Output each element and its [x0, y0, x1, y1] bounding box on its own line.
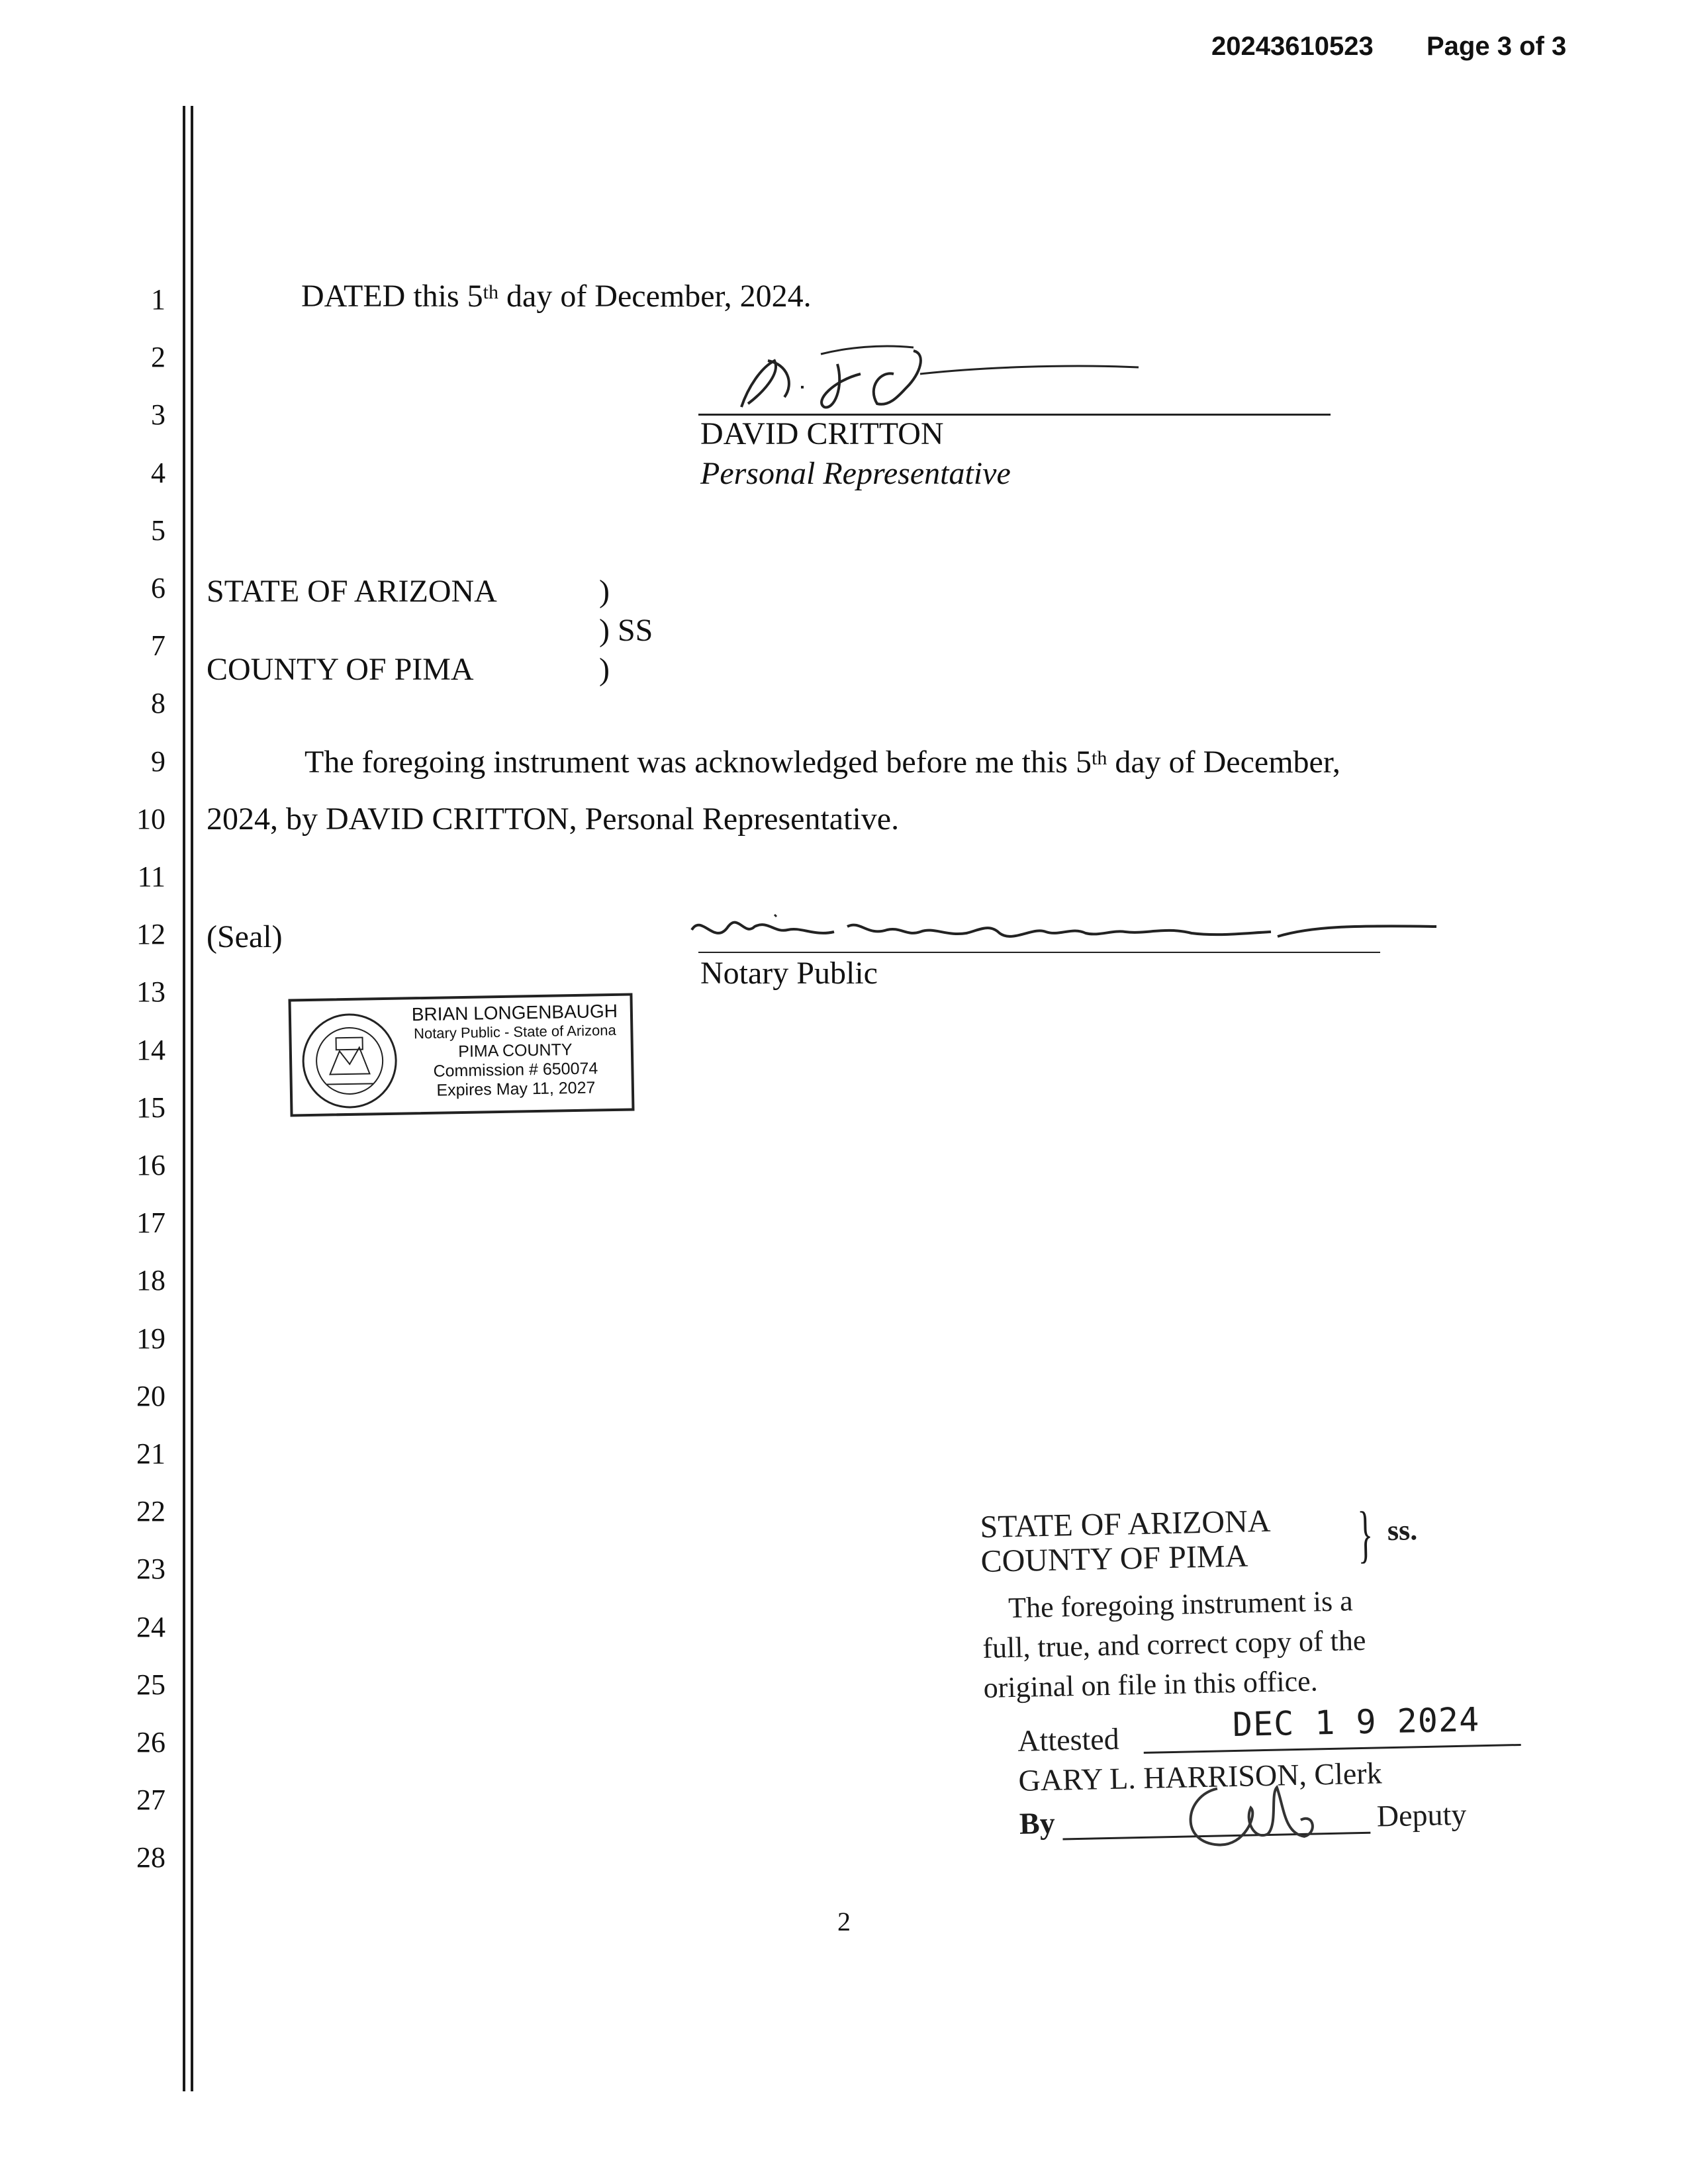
ack-sup: th: [1091, 747, 1107, 769]
line-number: 6: [151, 572, 165, 604]
margin-rule-right: [191, 106, 193, 2091]
acknowledgment-line-2: 2024, by DAVID CRITTON, Personal Representative.: [207, 801, 900, 837]
line-number: 12: [136, 918, 165, 951]
line-number: 14: [136, 1033, 165, 1066]
line-number: 3: [151, 398, 165, 432]
line-number: 9: [151, 745, 165, 778]
state-seal-icon: [299, 1011, 400, 1112]
cert-attested-label: Attested: [1017, 1721, 1120, 1758]
ack-prefix: The foregoing instrument was acknowledged before me this 5: [305, 745, 1092, 780]
line-number: 10: [136, 802, 165, 835]
notary-expiration: Expires May 11, 2027: [436, 1078, 596, 1100]
notary-label: Notary Public: [700, 956, 878, 991]
venue-state: STATE OF ARIZONA: [207, 574, 497, 609]
cert-text-line-2: full, true, and correct copy of the: [982, 1623, 1366, 1664]
cert-deputy-label: Deputy: [1376, 1797, 1467, 1833]
cert-by-label: By: [1019, 1805, 1056, 1841]
line-number: 16: [136, 1149, 165, 1181]
line-number: 21: [136, 1437, 165, 1470]
line-number: 5: [151, 514, 165, 547]
notary-signature-line: [698, 952, 1380, 953]
line-number: 8: [151, 687, 165, 720]
cert-attested-line: [1144, 1744, 1521, 1754]
dated-suffix: day of December, 2024.: [498, 279, 812, 314]
line-number: 24: [136, 1610, 165, 1643]
certification-stamp: [980, 1498, 1530, 1880]
signer-signature-image: [702, 334, 1165, 420]
cert-county: COUNTY OF PIMA: [980, 1538, 1248, 1579]
line-number: 18: [136, 1264, 165, 1297]
deputy-signature-image: [1170, 1766, 1331, 1856]
dated-line: [301, 278, 812, 315]
acknowledgment-line-1: [305, 744, 1340, 781]
cert-ss: ss.: [1387, 1514, 1418, 1547]
cert-clerk: GARY L. HARRISON, Clerk: [1018, 1756, 1383, 1797]
line-number: 22: [136, 1495, 165, 1528]
signer-name: DAVID CRITTON: [700, 416, 944, 451]
dated-sup: th: [483, 281, 499, 303]
signer-title: Personal Representative: [700, 456, 1011, 491]
seal-label: (Seal): [207, 919, 283, 954]
notary-commission-number: Commission # 650074: [433, 1059, 598, 1081]
margin-rule-left: [183, 106, 185, 2091]
line-number: 26: [136, 1726, 165, 1758]
dated-prefix: DATED this 5: [301, 279, 483, 314]
cert-state: STATE OF ARIZONA: [980, 1503, 1271, 1545]
venue-ss: ) SS: [599, 613, 653, 648]
ack-suffix: day of December,: [1107, 745, 1340, 780]
document-id: 20243610523: [1211, 32, 1374, 61]
line-number: 20: [136, 1379, 165, 1412]
line-number: 27: [136, 1784, 165, 1817]
line-number: 28: [136, 1841, 165, 1874]
line-number: 23: [136, 1553, 165, 1586]
venue-paren-1: ): [599, 574, 610, 609]
cert-brace: }: [1356, 1498, 1374, 1570]
line-number: 2: [151, 341, 165, 374]
line-number: 13: [136, 976, 165, 1009]
line-number: 19: [136, 1322, 165, 1355]
line-number: 1: [151, 283, 165, 316]
line-number: 11: [137, 860, 165, 893]
page-number: 2: [837, 1907, 851, 1936]
notary-commission-title: Notary Public - State of Arizona: [413, 1021, 616, 1042]
cert-text-line-1: The foregoing instrument is a: [1008, 1584, 1354, 1625]
line-number: 7: [151, 629, 165, 662]
cert-attested-date: DEC 1 9 2024: [1232, 1700, 1480, 1745]
notary-county: PIMA COUNTY: [458, 1040, 573, 1062]
notary-stamp: [288, 993, 634, 1116]
line-number: 4: [151, 456, 165, 489]
venue-paren-2: ): [599, 652, 610, 687]
line-number: 15: [136, 1091, 165, 1124]
line-number: 17: [136, 1206, 165, 1240]
cert-text-line-3: original on file in this office.: [983, 1664, 1319, 1704]
page-indicator: Page 3 of 3: [1427, 32, 1567, 61]
line-number: 25: [136, 1668, 165, 1701]
notary-name: BRIAN LONGENBAUGH: [411, 1000, 618, 1025]
venue-county: COUNTY OF PIMA: [207, 652, 474, 687]
